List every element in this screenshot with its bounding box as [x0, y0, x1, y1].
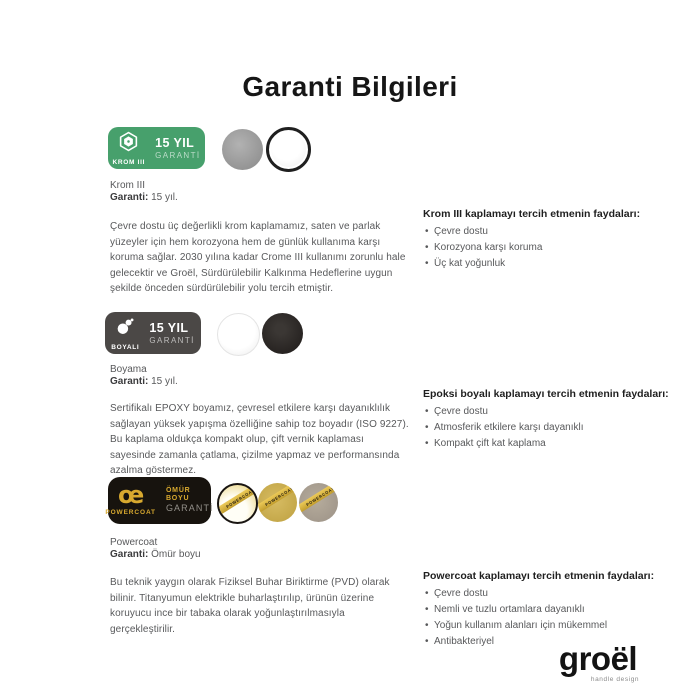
groel-logo: groël: [558, 640, 638, 677]
badge-period-sub: GARANTİ: [165, 503, 214, 514]
warranty-label: Garanti:: [110, 376, 149, 387]
powercoat-ribbon: POWERCOAT: [217, 483, 258, 520]
coating-name: Boyama: [110, 364, 147, 375]
benefit-item: • Kompakt çift kat kaplama: [423, 436, 691, 452]
boyali-badge: [105, 312, 201, 354]
powercoat-ribbon: POWERCOAT: [258, 483, 297, 518]
polished-chrome-swatch: [266, 127, 311, 172]
warranty-label: Garanti:: [110, 549, 149, 560]
coating-name: Powercoat: [110, 537, 158, 548]
badge-period-sub: GARANTİ: [155, 150, 201, 160]
benefit-item: • Çevre dostu: [423, 404, 691, 420]
benefit-item: • Nemli ve tuzlu ortamlara dayanıklı: [423, 602, 691, 618]
powercoat-ribbon: POWERCOAT: [299, 483, 338, 518]
badge-icon-block: [112, 131, 145, 166]
badge-period-block: [166, 487, 214, 513]
warranty-value: Ömür boyu: [151, 549, 201, 560]
coating-name: Krom III: [110, 180, 146, 191]
powercoat-badge: [105, 477, 214, 524]
coating-description: Sertifikalı EPOXY boyamız, çevresel etkilere karşı dayanıklılık sağlayan yüksek yapışma özelliğine sahip toz boyadır (ISO 9227). Bu kaplama oldukça kompakt olup, çift vernik kaplaması sayesinde zamanla çatlama, çizilme yapmaz ve performansında azalma göstermez.: [110, 403, 409, 476]
badge-icon-block: [105, 481, 156, 516]
benefits-list: [423, 404, 691, 452]
warranty-value: 15 yıl.: [151, 376, 178, 387]
warranty-line: [110, 376, 178, 387]
badge-period: ÖMÜR BOYU: [165, 487, 191, 503]
brand-block: [538, 642, 658, 683]
benefits-list: [423, 586, 691, 650]
benefits-title: Epoksi boyalı kaplamayı tercih etmenin faydaları:: [423, 388, 669, 400]
badge-label: POWERCOAT: [105, 508, 156, 516]
benefit-item: • Atmosferik etkilere karşı dayanıklı: [423, 420, 691, 436]
benefits-title: Krom III kaplamayı tercih etmenin faydaları:: [423, 208, 641, 220]
badge-period-sub: GARANTİ: [149, 335, 195, 345]
benefit-item: • Üç kat yoğunluk: [423, 256, 691, 272]
gold-gray-swatch: [299, 483, 338, 522]
hexagon-emblem-icon: [118, 131, 139, 157]
satin-chrome-swatch: [222, 129, 263, 170]
benefit-item: • Korozyona karşı koruma: [423, 240, 691, 256]
benefit-item: • Antibakteriyel: [423, 634, 691, 650]
black-paint-swatch: [262, 313, 303, 354]
polished-gold-swatch: [217, 483, 258, 524]
krom-iii-badge: [108, 127, 205, 169]
powercoat-infinity-logo: œ: [118, 481, 144, 510]
benefits-list: [423, 224, 691, 272]
warranty-line: [110, 549, 201, 560]
badge-label: KROM III: [112, 158, 146, 166]
benefit-item: • Yoğun kullanım alanları için mükemmel: [423, 618, 691, 634]
matte-gold-swatch: [258, 483, 297, 522]
benefits-block: [423, 388, 691, 452]
warranty-line: [110, 192, 178, 203]
warranty-label: Garanti:: [110, 192, 149, 203]
benefits-title: Powercoat kaplamayı tercih etmenin faydaları:: [423, 570, 655, 582]
coating-description: Bu teknik yaygın olarak Fiziksel Buhar Biriktirme (PVD) olarak bilinir. Titanyumun elektrikle buharlaştırılıp, ürünün üzerine koruyucu ince bir tabaka olarak yoğunlaştırılmasıyla gerçekleştirilir.: [110, 577, 390, 635]
benefit-item: • Çevre dostu: [423, 224, 691, 240]
badge-period-block: [149, 321, 194, 345]
badge-period: 15 YIL: [155, 136, 195, 151]
brand-tagline: handle design: [590, 676, 640, 683]
benefits-block: [423, 570, 691, 650]
coating-description: Çevre dostu üç değerlikli krom kaplamamız, saten ve parlak yüzeyler için hem korozyona hem de günlük kullanıma karşı koruma sağlar. 2030 yılına kadar Crome III kullanımı zorunlu hale gelecektir ve Groël, Sürdürülebilir Kalkınma Hedeflerine uygun şekilde önceden sürdürülebilir yolu tercih etmiştir.: [110, 221, 406, 294]
page-title: Garanti Bilgileri: [242, 70, 458, 102]
paint-splash-icon: [115, 316, 136, 342]
white-paint-swatch: [217, 313, 260, 356]
badge-label: BOYALI: [111, 343, 140, 351]
benefit-item: • Çevre dostu: [423, 586, 691, 602]
badge-icon-block: [111, 316, 139, 351]
warranty-value: 15 yıl.: [151, 192, 178, 203]
badge-period: 15 YIL: [149, 321, 189, 336]
benefits-block: [423, 208, 691, 272]
badge-period-block: [155, 136, 200, 160]
